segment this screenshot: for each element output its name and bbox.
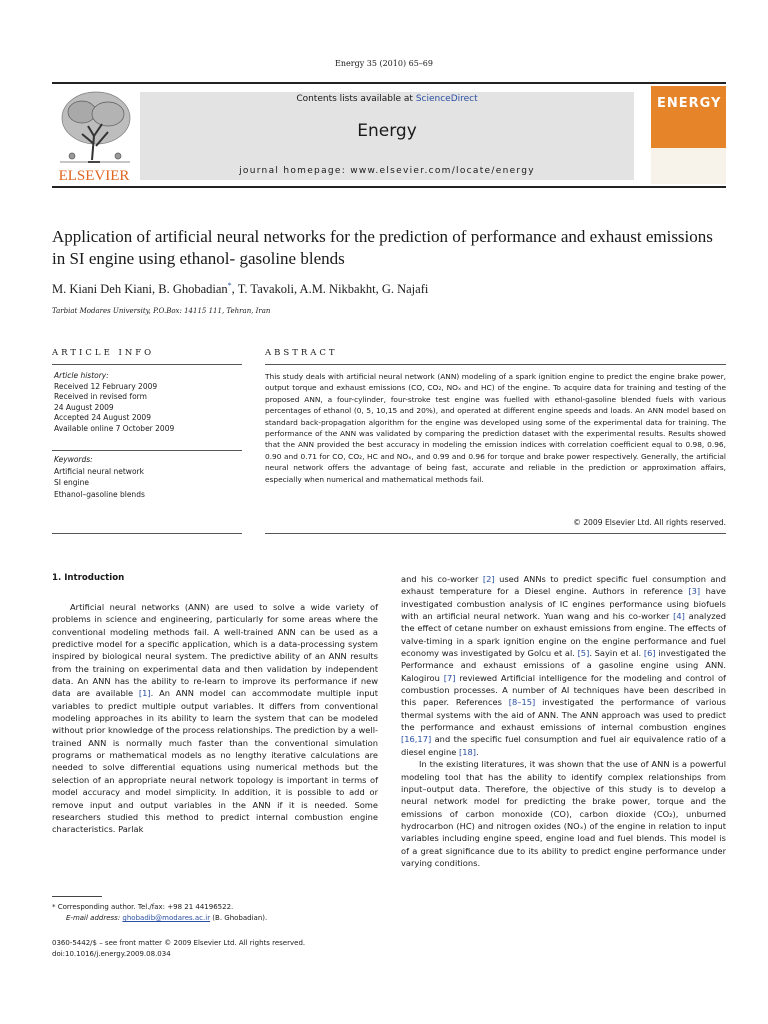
article-history [54,371,244,435]
history-item: Received in revised form [54,392,147,402]
citation-link[interactable]: [18] [458,746,477,757]
footnote-rule [52,896,102,897]
right-column [401,573,726,869]
history-item: 24 August 2009 [54,402,114,412]
citation-link[interactable]: [7] [443,672,456,683]
journal-homepage[interactable]: journal homepage: www.elsevier.com/locate/energy [239,166,535,176]
citation-link[interactable]: [3] [688,586,701,597]
text-run: . [476,746,479,757]
footnote-line [52,902,378,913]
text-run: and the specific fuel consumption and fuel air equivalence ratio of a diesel engine [401,734,726,757]
keywords-label: Keywords: [54,455,93,464]
elsevier-tree-icon [52,86,136,184]
keywords [54,454,244,500]
abstract-divider [265,364,726,365]
copyright: © 2009 Elsevier Ltd. All rights reserved. [573,518,726,527]
affiliation: Tarbiat Modares University, P.O.Box: 14115 111, Tehran, Iran [52,307,271,315]
authors-before: M. Kiani Deh Kiani, B. Ghobadian [52,282,228,297]
info-divider [52,450,242,451]
front-matter-line: 0360-5442/$ – see front matter © 2009 Elsevier Ltd. All rights reserved. [52,939,306,947]
journal-reference: Energy 35 (2010) 65–69 [335,59,433,68]
footnote [52,902,378,924]
citation-link[interactable]: [4] [673,611,685,622]
citation-link[interactable]: [16,17] [401,734,432,745]
text-run: . Sayin et al. [589,648,644,659]
article-title: Application of artificial neural networks for the prediction of performance and exhaust emissions in SI engine using ethanol- gasoline blends [52,227,713,268]
authors [52,281,722,297]
doi[interactable]: doi:10.1016/j.energy.2009.08.034 [52,950,171,958]
history-item: Received 12 February 2009 [54,381,158,391]
article-info-heading: ARTICLE INFO [52,348,155,358]
abstract-divider [265,533,726,534]
keyword-item: SI engine [54,478,89,487]
email-link[interactable]: ghobadib@modares.ac.ir [122,914,211,922]
text-run: and his co-worker [401,574,483,584]
history-item: Available online 7 October 2009 [54,423,175,433]
history-item: Accepted 24 August 2009 [54,413,151,423]
text-run: used ANNs to predict specific fuel consumption and exhaust temperature for a Diesel engine. Authors in reference [401,574,727,597]
info-divider [52,364,242,365]
abstract-text: This study deals with artificial neural network (ANN) modeling of a spark ignition engine to predict the engine brake power, output torque and exhaust emissions (CO, CO₂, NOₓ and HC) of the engine. To acquire data for training and testing of the proposed ANN, a four-cylinder, four-stroke test engine was fuelled with ethanol-gasoline blended fuels with various percentages of ethanol (0, 5, 10,15 and 20%), and operated at different engine speeds and loads. An ANN model based on standard back-propagation algorithm for the engine was developed using some of the experimental data for training. The performance of the ANN was validated by comparing the prediction dataset with the experimental results. Results showed that the ANN provided the best accuracy in modeling the emission indices with correlation coefficient equal to 0.98, 0.96, 0.90 and 0.71 for CO, CO₂, HC and NOₓ, and 0.99 and 0.96 for torque and brake power respectively. Generally, the artificial neural network offers the advantage of being fast, accurate and reliable in the prediction or approximation affairs, especially when numerical and mathematical methods fail. [265,372,726,484]
citation-link[interactable]: [8–15] [508,697,536,708]
section-heading-introduction: 1. Introduction [52,573,125,583]
citation-link[interactable]: [6] [643,648,656,659]
intro-paragraph [401,573,726,758]
elsevier-logo [52,86,136,184]
cover-title: ENERGY [657,96,722,111]
contents-line [140,94,634,104]
text-run: reviewed Artificial intelligence for the modeling and control of combustion processes. A number of AI techniques have been described in this paper. References [401,672,726,708]
info-divider [52,533,242,534]
left-column [52,601,378,836]
keyword-item: Artificial neural network [54,466,144,476]
footnote-mark: * [52,903,56,911]
email-label: E-mail address: [66,914,123,922]
publisher-logo-text: ELSEVIER [58,168,130,184]
text-run: investigated the performance of various thermal systems with the aid of ANN. The ANN approach was used to predict the performance and exhaust emissions of internal combustion engines [401,697,726,733]
footnote-text: Corresponding author. Tel./fax: +98 21 44196522. [55,903,234,911]
text-run: Artificial neural networks (ANN) are used to solve a wide variety of problems in science and engineering, particularly for some areas where the conventional modeling methods fail. A well-trained ANN can be used as a predictive model for a specific application, which is a data-processing system inspired by biological neural system. The predictive ability of an ANN results from the training on experimental data and then validation by independent data. An ANN has the ability to re-learn to improve its performance if new data are available [52,602,378,699]
front-matter [52,938,378,960]
intro-paragraph [52,601,378,836]
text-run: have investigated combustion analysis of IC engines performance using biofuels with an artificial neural network. Yuan wang and his co-worker [401,586,726,622]
keyword-item: Ethanol–gasoline blends [54,489,145,499]
citation-link[interactable]: [1] [138,688,151,699]
intro-paragraph: In the existing literatures, it was shown that the use of ANN is a powerful modeling tool that has the ability to identify complex relationships from input–output data. Therefore, the objective of this study is to develop a neural network model for predicting the brake power, torque and the emissions of carbon monoxide (CO), carbon dioxide (CO₂), unburned hydrocarbon (HC) and nitrogen oxides (NOₓ) of the engine in relation to input variables including engine speed, engine load and fuel blends. This model is of a great significance due to its ability to predict engine performance under varying conditions. [401,759,726,868]
text-run: . An ANN model can accommodate multiple input variables to predict multiple output variables. It differs from conventional modeling approaches in its ability to learn the system that can be modeled without prior knowledge of the process relationships. The prediction by a well-trained ANN is normally much faster than the conventional simulation programs or mathematical models as no lengthy iterative calculations are needed to solve differential equations using numerical methods but the selection of an appropriate neural network topology is important in terms of model accuracy and model simplicity. In addition, it is possible to add or remove input and output variables in the ANN if it is needed. Some researchers studied this method to predict internal combustion engine characteristics. Parlak [52,688,378,835]
text-run: investigated the Performance and exhaust emissions of a gasoline engine using ANN. Kalogirou [401,648,726,683]
history-label: Article history: [54,371,109,380]
text-run: analyzed the effect of cetane number on exhaust emissions from engine. The effects of valve-timing in a spark ignition engine on the engine performance and fuel economy was investigated by Golcu et al. [401,611,726,659]
cover-panel [651,148,726,184]
citation-link[interactable]: [5] [577,648,590,659]
header-top-rule [52,82,726,84]
header-bottom-rule [52,186,726,188]
authors-after: , T. Tavakoli, A.M. Nikbakht, G. Najafi [231,282,429,297]
email-suffix: (B. Ghobadian). [210,914,268,922]
footnote-email-line [52,913,378,924]
contents-prefix: Contents lists available at [296,94,416,104]
journal-name: Energy [357,121,417,141]
sciencedirect-link[interactable]: ScienceDirect [415,94,478,104]
corresponding-author-mark[interactable]: * [227,281,232,290]
abstract-heading: ABSTRACT [265,348,338,358]
citation-link[interactable]: [2] [482,574,495,584]
journal-cover [651,86,726,184]
